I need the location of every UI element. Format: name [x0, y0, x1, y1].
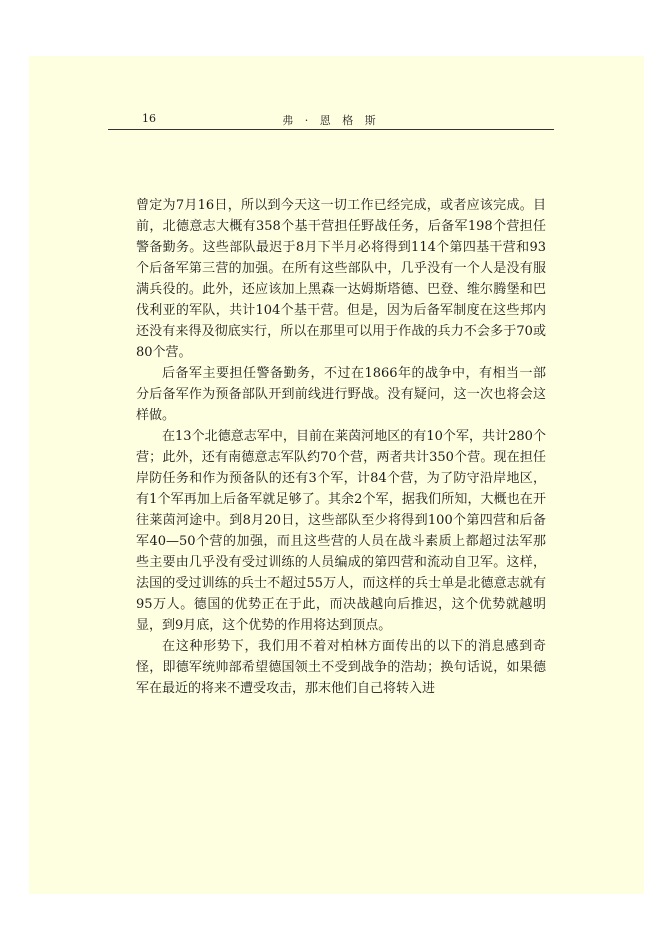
paragraph: 后备军主要担任警备勤务，不过在1866年的战争中，有相当一部分后备军作为预备部队开到前线进行野战。没有疑问，这一次也将会这样做。	[136, 366, 546, 423]
body-text	[136, 195, 546, 699]
page-header	[108, 107, 554, 130]
page-number: 16	[142, 112, 156, 125]
running-title: 弗 · 恩 格 斯	[282, 114, 380, 127]
paragraph: 在13个北德意志军中，目前在莱茵河地区的有10个军，共计280个营；此外，还有南德意志军队约70个营，两者共计350个营。现在担任岸防任务和作为预备队的还有3个军，计84个营，为了防守沿岸地区，有1个军再加上后备军就足够了。其余2个军，据我们所知，大概也在开往莱茵河途中。到8月20日，这些部队至少将得到100个第四营和后备军40—50个营的加强，而且这些营的人员在战斗素质上都超过法军那些主要由几乎没有受过训练的人员编成的第四营和流动自卫军。这样，法国的受过训练的兵士不超过55万人，而这样的兵士单是北德意志就有95万人。德国的优势正在于此，而决战越向后推迟，这个优势就越明显，到9月底，这个优势的作用将达到顶点。	[136, 429, 546, 633]
paragraph: 曾定为7月16日，所以到今天这一切工作已经完成，或者应该完成。目前，北德意志大概有358个基干营担任野战任务，后备军198个营担任警备勤务。这些部队最迟于8月下半月必将得到114个第四基干营和93个后备军第三营的加强。在所有这些部队中，几乎没有一个人是没有服满兵役的。此外，还应该加上黑森一达姆斯塔德、巴登、维尔腾堡和巴伐利亚的军队，共计104个基干营。但是，因为后备军制度在这些邦内还没有来得及彻底实行，所以在那里可以用于作战的兵力不会多于70或80个营。	[136, 198, 546, 360]
paragraph: 在这种形势下，我们用不着对柏林方面传出的以下的消息感到奇怪，即德军统帅部希望德国领土不受到战争的浩劫；换句话说，如果德军在最近的将来不遭受攻击，那末他们自己将转入进	[136, 639, 546, 696]
